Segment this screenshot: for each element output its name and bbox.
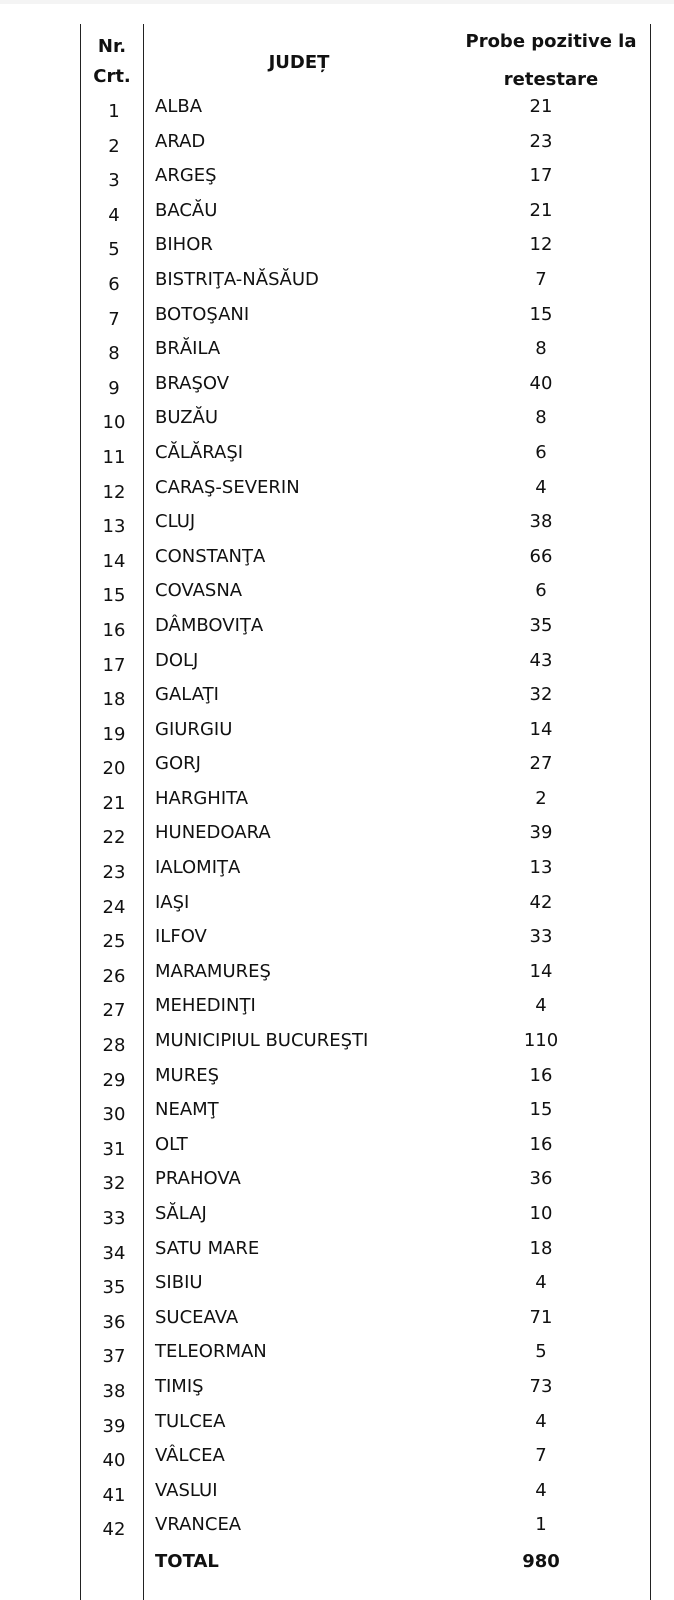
cell-nr: 31 [102, 1138, 126, 1160]
table-row [0, 1167, 674, 1202]
total-row [0, 1548, 674, 1583]
table-row [0, 233, 674, 268]
cell-probe: 7 [535, 268, 547, 290]
cell-judet: CLUJ [155, 511, 196, 533]
header-judet [146, 48, 452, 78]
cell-nr: 36 [102, 1311, 126, 1333]
cell-probe: 4 [535, 1479, 547, 1501]
cell-probe: 12 [529, 234, 553, 256]
cell-probe: 6 [535, 441, 547, 463]
cell-judet: TULCEA [155, 1410, 226, 1432]
cell-nr: 30 [102, 1104, 126, 1126]
cell-judet: HUNEDOARA [155, 822, 271, 844]
table-row [0, 718, 674, 753]
cell-probe: 110 [523, 1030, 559, 1052]
table-row [0, 614, 674, 649]
cell-judet: BISTRIŢA-NĂSĂUD [155, 268, 319, 290]
cell-nr: 19 [102, 723, 126, 745]
cell-judet: BRAŞOV [155, 372, 230, 394]
cell-judet: DOLJ [155, 649, 199, 671]
cell-judet: IAŞI [155, 891, 190, 913]
table-body [0, 95, 674, 1583]
cell-probe: 43 [529, 649, 553, 671]
table-row [0, 510, 674, 545]
cell-nr: 6 [108, 273, 120, 295]
table-row [0, 95, 674, 130]
cell-probe: 17 [529, 165, 553, 187]
cell-judet: ALBA [155, 96, 203, 117]
table-row [0, 856, 674, 891]
table-row [0, 268, 674, 303]
cell-judet: BACĂU [155, 199, 218, 221]
cell-nr: 41 [102, 1484, 126, 1506]
cell-judet: BOTOŞANI [155, 303, 250, 325]
cell-judet: MUNICIPIUL BUCUREŞTI [155, 1030, 369, 1052]
cell-probe: 10 [529, 1203, 553, 1224]
cell-nr: 42 [102, 1519, 126, 1541]
total-label: TOTAL [155, 1550, 219, 1572]
cell-judet: CARAŞ-SEVERIN [155, 476, 300, 498]
cell-judet: DÂMBOVIŢA [155, 614, 264, 636]
table-row [0, 1444, 674, 1479]
table-row [0, 960, 674, 995]
cell-nr: 23 [102, 862, 126, 884]
cell-judet: NEAMŢ [155, 1099, 219, 1121]
cell-probe: 23 [529, 130, 553, 152]
header-judet-label: JUDEȚ [268, 52, 330, 73]
cell-probe: 36 [529, 1168, 553, 1190]
table-row [0, 994, 674, 1029]
cell-nr: 38 [102, 1380, 126, 1402]
header-nr-line1: Nr. [97, 36, 127, 57]
table-row [0, 1064, 674, 1099]
cell-nr: 32 [102, 1173, 126, 1195]
cell-probe: 40 [529, 372, 553, 394]
cell-judet: VASLUI [155, 1479, 218, 1501]
cell-judet: BUZĂU [155, 407, 219, 429]
cell-probe: 14 [529, 960, 553, 982]
table-row [0, 1029, 674, 1064]
cell-nr: 7 [108, 308, 120, 330]
cell-nr: 17 [102, 654, 126, 676]
cell-probe: 8 [535, 338, 547, 360]
table-row [0, 337, 674, 372]
table-row [0, 925, 674, 960]
cell-nr: 33 [102, 1208, 126, 1229]
cell-judet: MEHEDINŢI [155, 995, 256, 1017]
cell-nr: 2 [108, 135, 120, 157]
cell-probe: 42 [529, 891, 553, 913]
cell-probe: 8 [535, 407, 547, 429]
table-row [0, 1098, 674, 1133]
cell-probe: 4 [535, 476, 547, 498]
cell-probe: 27 [529, 753, 553, 775]
table-row [0, 164, 674, 199]
cell-judet: VRANCEA [155, 1514, 242, 1536]
table-row [0, 891, 674, 926]
cell-judet: TELEORMAN [155, 1341, 267, 1363]
cell-nr: 8 [108, 343, 120, 365]
cell-judet: HARGHITA [155, 787, 249, 809]
cell-probe: 32 [529, 684, 553, 706]
cell-probe: 21 [529, 199, 553, 221]
cell-nr: 11 [102, 446, 126, 468]
table-row [0, 1375, 674, 1410]
cell-probe: 13 [529, 857, 553, 879]
table-row [0, 683, 674, 718]
header-probe-line2: retestare [503, 69, 599, 90]
cell-judet: BIHOR [155, 234, 213, 256]
table-row [0, 752, 674, 787]
cell-probe: 6 [535, 580, 547, 602]
table-row [0, 1306, 674, 1341]
cell-judet: IALOMIŢA [155, 857, 241, 879]
cell-nr: 22 [102, 827, 126, 849]
cell-judet: SĂLAJ [155, 1203, 207, 1224]
cell-nr: 18 [102, 689, 126, 711]
cell-judet: MARAMUREŞ [155, 960, 271, 982]
cell-judet: VÂLCEA [155, 1445, 225, 1467]
cell-nr: 12 [102, 481, 126, 503]
header-nr-line2: Crt. [93, 66, 131, 87]
table-row [0, 476, 674, 511]
cell-judet: CĂLĂRAŞI [155, 441, 244, 463]
cell-judet: OLT [155, 1133, 188, 1155]
cell-judet: ARAD [155, 130, 206, 152]
cell-probe: 1 [535, 1514, 547, 1536]
cell-probe: 4 [535, 1410, 547, 1432]
cell-probe: 5 [535, 1341, 547, 1363]
cell-nr: 26 [102, 965, 126, 987]
header-probe-pozitive [452, 27, 650, 95]
cell-probe: 4 [535, 995, 547, 1017]
cell-nr: 34 [102, 1242, 126, 1264]
table-row [0, 649, 674, 684]
cell-judet: COVASNA [155, 580, 243, 602]
cell-nr: 40 [102, 1450, 126, 1472]
cell-judet: MUREŞ [155, 1064, 220, 1086]
table-row [0, 1340, 674, 1375]
table-row [0, 579, 674, 614]
cell-nr: 39 [102, 1415, 126, 1437]
cell-probe: 71 [529, 1306, 553, 1328]
cell-probe: 21 [529, 96, 553, 117]
cell-nr: 20 [102, 758, 126, 780]
table-row [0, 1513, 674, 1548]
cell-probe: 35 [529, 614, 553, 636]
cell-nr: 21 [102, 792, 126, 814]
header-nr-crt [81, 32, 143, 92]
table-row [0, 1271, 674, 1306]
cell-nr: 29 [102, 1069, 126, 1091]
cell-probe: 73 [529, 1375, 553, 1397]
top-edge [0, 0, 674, 4]
cell-nr: 25 [102, 931, 126, 953]
cell-nr: 13 [102, 516, 126, 538]
cell-nr: 27 [102, 1000, 126, 1022]
cell-probe: 14 [529, 718, 553, 740]
cell-nr: 9 [108, 377, 120, 399]
total-value: 980 [522, 1550, 560, 1572]
cell-judet: ILFOV [155, 926, 207, 948]
cell-judet: GALAŢI [155, 684, 219, 706]
cell-judet: ARGEŞ [155, 165, 217, 187]
cell-nr: 16 [102, 619, 126, 641]
cell-probe: 66 [529, 545, 553, 567]
cell-nr: 37 [102, 1346, 126, 1368]
cell-probe: 2 [535, 787, 547, 809]
table-row [0, 545, 674, 580]
cell-nr: 35 [102, 1277, 126, 1299]
table-row [0, 130, 674, 165]
cell-nr: 28 [102, 1035, 126, 1057]
table-row [0, 372, 674, 407]
cell-judet: SATU MARE [155, 1237, 260, 1259]
cell-judet: TIMIŞ [155, 1375, 204, 1397]
table-row [0, 1410, 674, 1445]
cell-nr: 10 [102, 412, 126, 434]
cell-probe: 33 [529, 926, 553, 948]
cell-judet: GIURGIU [155, 718, 233, 740]
table-row [0, 1133, 674, 1168]
cell-nr: 24 [102, 896, 126, 918]
cell-nr: 14 [102, 550, 126, 572]
cell-probe: 7 [535, 1445, 547, 1467]
cell-probe: 18 [529, 1237, 553, 1259]
cell-judet: SIBIU [155, 1272, 203, 1294]
table-row [0, 199, 674, 234]
cell-probe: 38 [529, 511, 553, 533]
cell-probe: 16 [529, 1133, 553, 1155]
cell-judet: GORJ [155, 753, 201, 775]
table-row [0, 821, 674, 856]
cell-nr: 3 [108, 170, 120, 192]
table-row [0, 303, 674, 338]
cell-judet: CONSTANŢA [155, 545, 266, 567]
cell-judet: BRĂILA [155, 338, 221, 360]
cell-probe: 4 [535, 1272, 547, 1294]
table-row [0, 1237, 674, 1272]
cell-nr: 4 [108, 204, 120, 226]
table-row [0, 1202, 674, 1237]
table-row [0, 406, 674, 441]
cell-probe: 15 [529, 303, 553, 325]
cell-judet: SUCEAVA [155, 1306, 239, 1328]
table-row [0, 787, 674, 822]
table-header [0, 24, 674, 94]
cell-probe: 15 [529, 1099, 553, 1121]
cell-judet: PRAHOVA [155, 1168, 241, 1190]
cell-nr: 5 [108, 239, 120, 261]
cell-nr: 15 [102, 585, 126, 607]
header-probe-line1: Probe pozitive la [465, 31, 637, 52]
cell-probe: 39 [529, 822, 553, 844]
table-row [0, 441, 674, 476]
cell-probe: 16 [529, 1064, 553, 1086]
cell-nr: 1 [108, 101, 120, 122]
table-row [0, 1479, 674, 1514]
